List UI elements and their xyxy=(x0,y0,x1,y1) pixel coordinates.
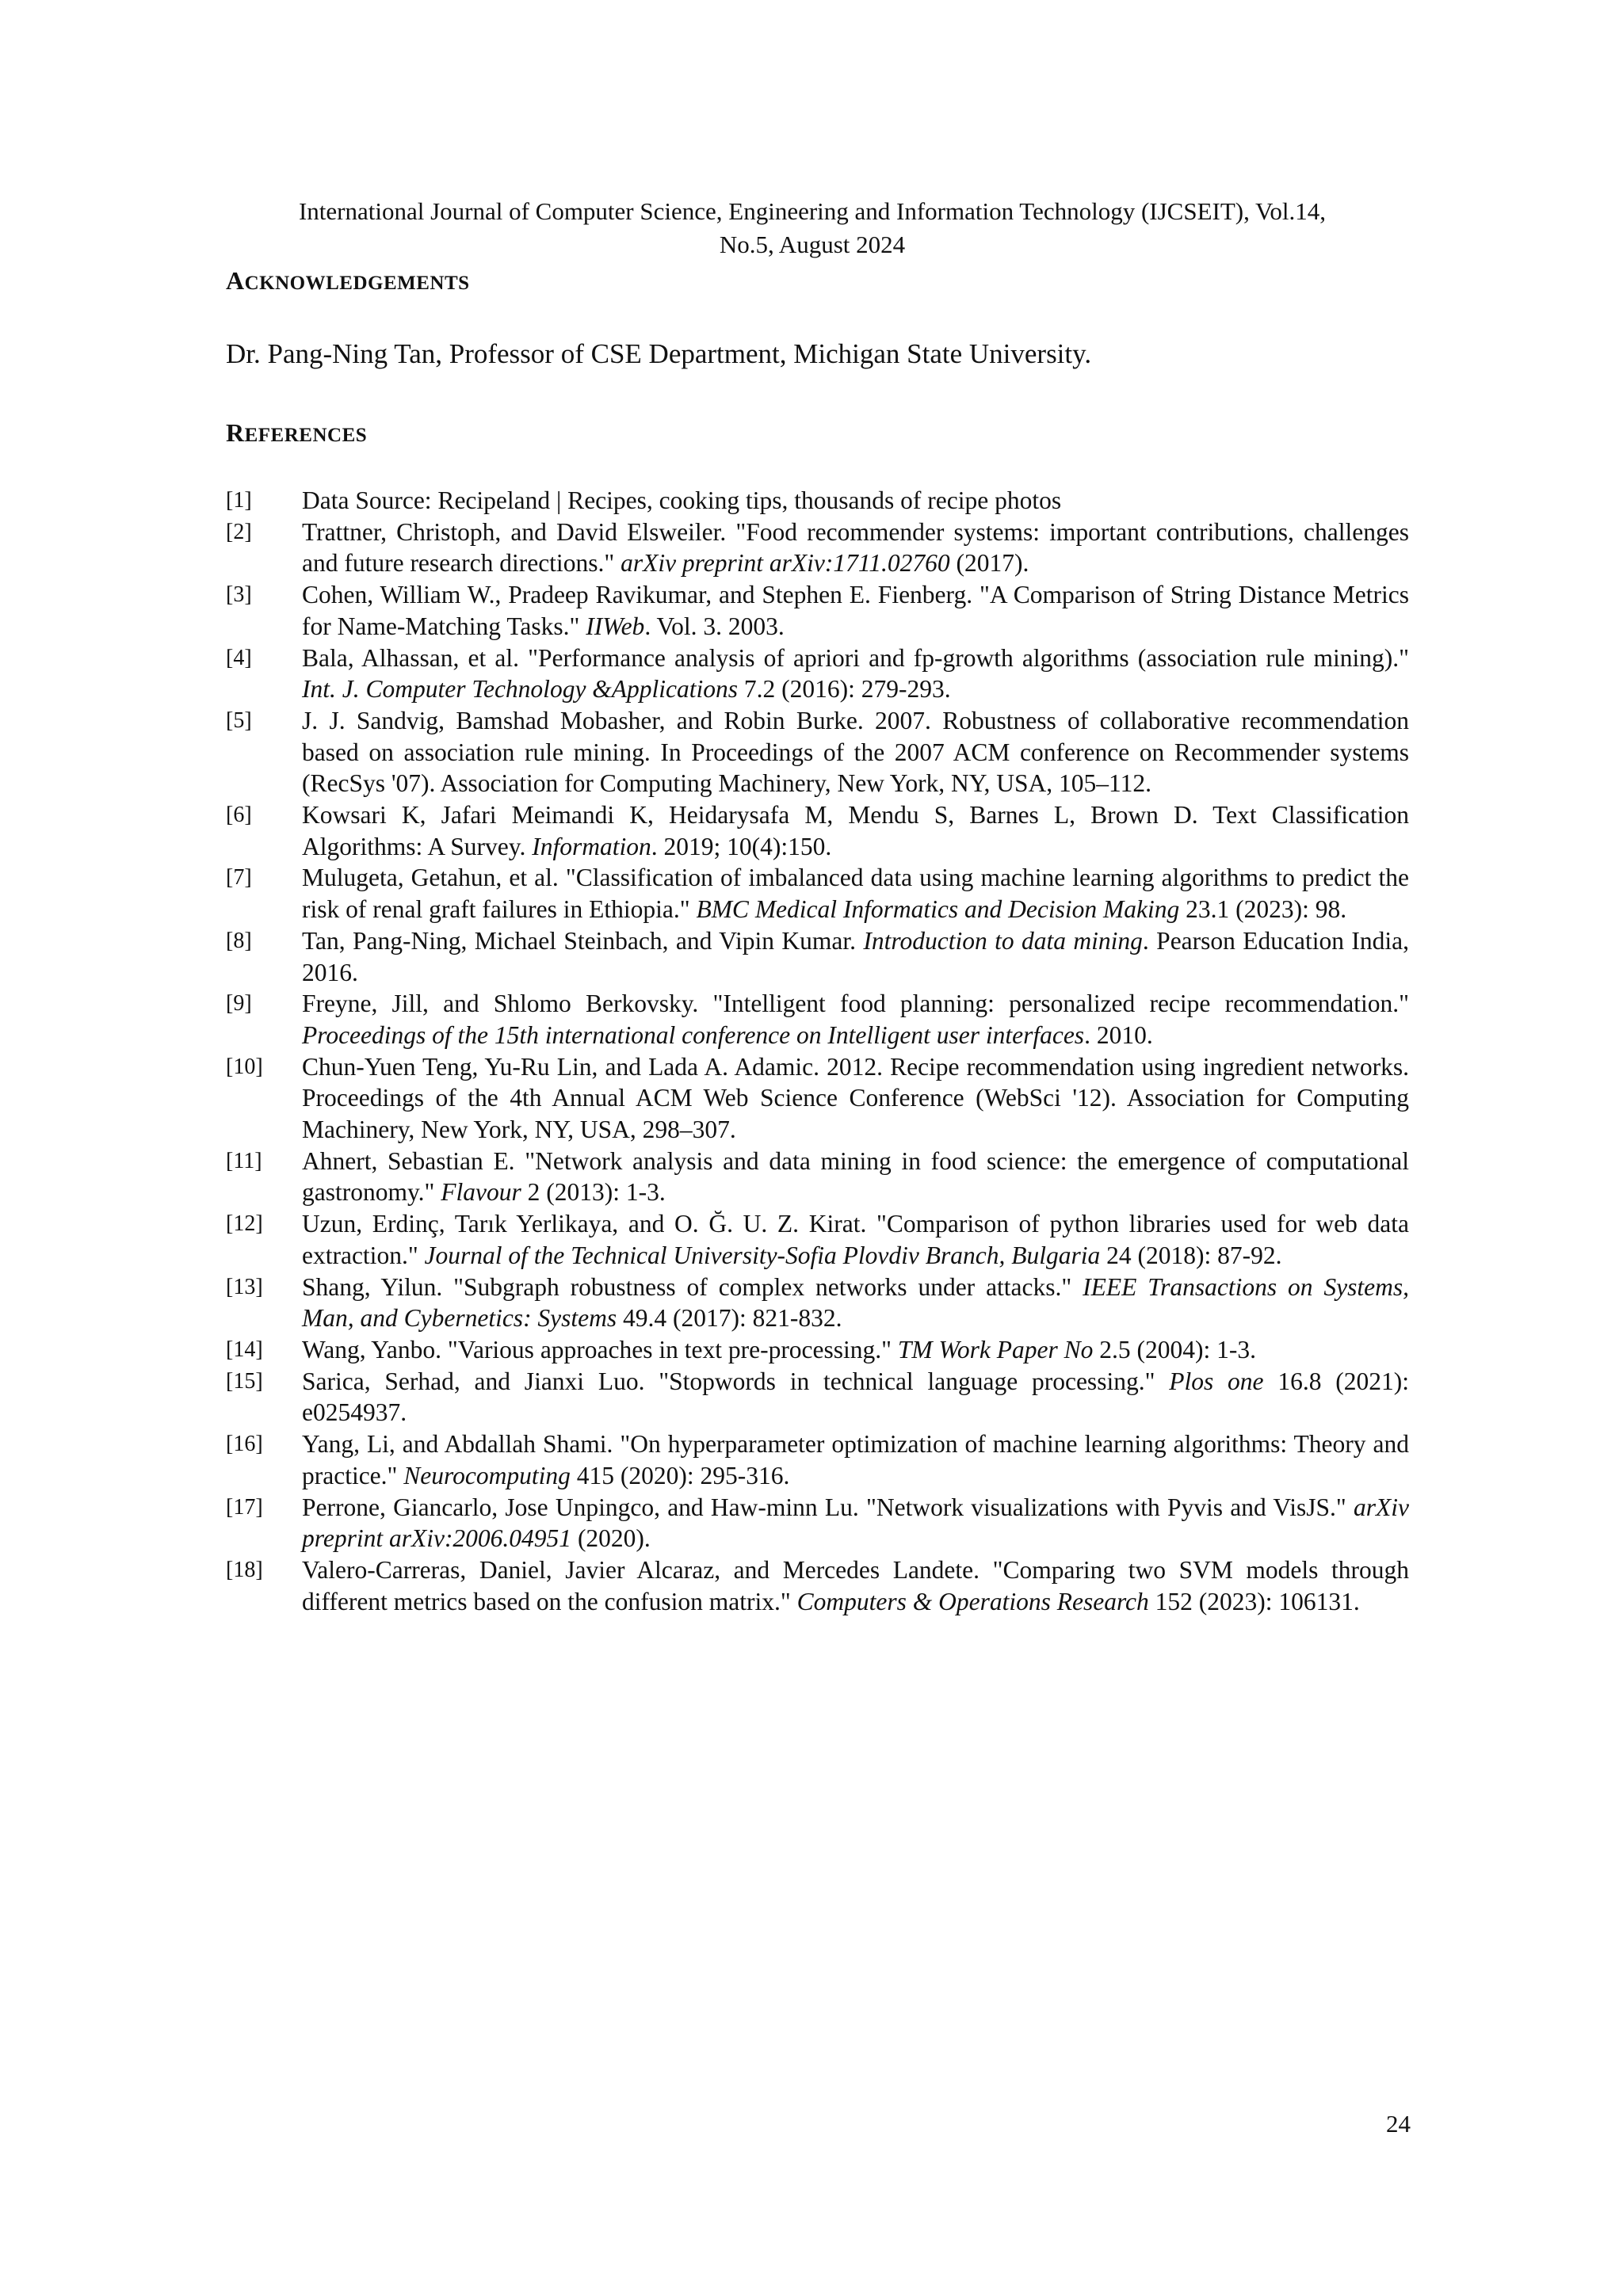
references-heading: REFERENCES xyxy=(226,418,368,447)
reference-number: [5] xyxy=(226,707,252,733)
reference-segment: 23.1 (2023): 98. xyxy=(1179,895,1347,924)
journal-header-line-2: No.5, August 2024 xyxy=(719,231,906,258)
reference-item xyxy=(226,988,1409,1051)
reference-segment: 152 (2023): 106131. xyxy=(1148,1587,1360,1615)
reference-item xyxy=(226,579,1409,642)
reference-venue: TM Work Paper No xyxy=(897,1335,1094,1363)
acknowledgements-text: Dr. Pang-Ning Tan, Professor of CSE Department, Michigan State University. xyxy=(226,338,1092,369)
reference-text xyxy=(302,1492,1409,1554)
reference-segment: . Vol. 3. 2003. xyxy=(644,612,785,640)
reference-item xyxy=(226,643,1409,705)
reference-segment: Wang, Yanbo. "Various approaches in text pre-processing." xyxy=(302,1335,898,1363)
reference-venue: Journal of the Technical University-Sofia Plovdiv Branch, Bulgaria xyxy=(424,1241,1101,1269)
reference-item xyxy=(226,1051,1409,1146)
reference-text xyxy=(302,1334,1409,1366)
reference-text xyxy=(302,705,1409,799)
reference-segment: Sarica, Serhad, and Jianxi Luo. "Stopwords in technical language processing." xyxy=(302,1367,1170,1395)
reference-text xyxy=(302,1554,1409,1617)
reference-number: [1] xyxy=(226,488,252,513)
reference-number: [4] xyxy=(226,645,252,670)
reference-item xyxy=(226,925,1409,988)
reference-segment: Tan, Pang-Ning, Michael Steinbach, and Vipin Kumar. xyxy=(302,926,864,955)
reference-venue: arXiv preprint arXiv:1711.02760 xyxy=(621,549,950,578)
reference-venue: Int. J. Computer Technology &Applications xyxy=(302,675,739,704)
reference-segment: 49.4 (2017): 821-832. xyxy=(617,1304,842,1333)
page-number: 24 xyxy=(1386,2110,1411,2138)
reference-number: [10] xyxy=(226,1054,263,1079)
reference-number: [14] xyxy=(226,1337,263,1362)
reference-segment: Bala, Alhassan, et al. "Performance analysis of apriori and fp-growth algorithms (association rule mining)." xyxy=(302,643,1409,672)
reference-text xyxy=(302,1366,1409,1428)
reference-text xyxy=(302,988,1409,1051)
reference-number: [16] xyxy=(226,1432,263,1457)
reference-text xyxy=(302,1146,1409,1208)
reference-segment: (2017). xyxy=(949,549,1029,578)
reference-item xyxy=(226,1272,1409,1334)
reference-item xyxy=(226,1554,1409,1617)
reference-venue: BMC Medical Informatics and Decision Making xyxy=(696,895,1180,924)
reference-text xyxy=(302,862,1409,925)
reference-number: [3] xyxy=(226,582,252,608)
reference-text xyxy=(302,517,1409,579)
reference-text xyxy=(302,579,1409,642)
reference-item xyxy=(226,862,1409,925)
reference-segment: Ahnert, Sebastian E. "Network analysis and data mining in food science: the emergence of computational gastronomy." xyxy=(302,1146,1409,1207)
reference-venue: Introduction to data mining xyxy=(863,926,1143,955)
reference-item xyxy=(226,1428,1409,1491)
reference-segment: Mulugeta, Getahun, et al. "Classification of imbalanced data using machine learning algorithms to predict the risk of renal graft failures in Ethiopia." xyxy=(302,864,1409,924)
reference-text xyxy=(302,643,1409,705)
reference-item xyxy=(226,705,1409,799)
reference-text xyxy=(302,1428,1409,1491)
reference-segment: Shang, Yilun. "Subgraph robustness of complex networks under attacks." xyxy=(302,1272,1083,1301)
journal-header xyxy=(230,195,1395,261)
reference-segment: 2.5 (2004): 1-3. xyxy=(1093,1335,1256,1363)
reference-number: [13] xyxy=(226,1274,263,1299)
reference-number: [11] xyxy=(226,1148,262,1173)
reference-number: [8] xyxy=(226,928,252,953)
reference-segment: Data Source: Recipeland | Recipes, cooking tips, thousands of recipe photos xyxy=(302,486,1062,514)
reference-text xyxy=(302,485,1409,517)
reference-segment: Yang, Li, and Abdallah Shami. "On hyperparameter optimization of machine learning algorithms: Theory and practice." xyxy=(302,1430,1409,1489)
reference-segment: (2020). xyxy=(571,1524,651,1553)
reference-venue: Neurocomputing xyxy=(403,1461,571,1489)
reference-venue: Computers & Operations Research xyxy=(796,1587,1149,1615)
reference-segment: Uzun, Erdinç, Tarık Yerlikaya, and O. Ğ. U. Z. Kirat. "Comparison of python libraries used for web data extraction." xyxy=(302,1210,1409,1269)
reference-item xyxy=(226,1208,1409,1271)
reference-text xyxy=(302,1208,1409,1271)
reference-item xyxy=(226,485,1409,517)
journal-header-line-1: International Journal of Computer Science, Engineering and Information Technology (IJCSEIT), Vol.14, xyxy=(298,197,1327,225)
reference-item xyxy=(226,517,1409,579)
reference-segment: 7.2 (2016): 279-293. xyxy=(738,675,951,704)
reference-segment: Cohen, William W., Pradeep Ravikumar, and Stephen E. Fienberg. "A Comparison of String Distance Metrics for Name-Matching Tasks." xyxy=(302,581,1409,640)
reference-segment: J. J. Sandvig, Bamshad Mobasher, and Robin Burke. 2007. Robustness of collaborative recommendation based on association rule mining. In Proceedings of the 2007 ACM conference on Recommender systems (RecSys '07). Association for Computing Machinery, New York, NY, USA, 105–112. xyxy=(302,706,1409,798)
reference-number: [7] xyxy=(226,865,252,891)
reference-segment: Kowsari K, Jafari Meimandi K, Heidarysafa M, Mendu S, Barnes L, Brown D. Text Classification Algorithms: A Survey. xyxy=(302,801,1409,860)
reference-segment: Chun-Yuen Teng, Yu-Ru Lin, and Lada A. Adamic. 2012. Recipe recommendation using ingredient networks. Proceedings of the 4th Annual ACM Web Science Conference (WebSci '12). Association for Computing Machinery, New York, NY, USA, 298–307. xyxy=(302,1052,1409,1144)
reference-segment: Trattner, Christoph, and David Elsweiler. "Food recommender systems: important contributions, challenges and future research directions." xyxy=(302,517,1409,578)
reference-segment: Valero-Carreras, Daniel, Javier Alcaraz, and Mercedes Landete. "Comparing two SVM models through different metrics based on the confusion matrix." xyxy=(302,1555,1409,1615)
reference-venue: IIWeb xyxy=(586,612,645,640)
reference-venue: Flavour xyxy=(441,1178,521,1207)
reference-segment: 2 (2013): 1-3. xyxy=(521,1178,666,1207)
reference-venue: IEEE Transactions on Systems, Man, and Cybernetics: Systems xyxy=(302,1272,1409,1333)
reference-text xyxy=(302,799,1409,862)
reference-segment: . 2019; 10(4):150. xyxy=(651,832,832,860)
reference-item xyxy=(226,1366,1409,1428)
reference-venue: arXiv preprint arXiv:2006.04951 xyxy=(302,1493,1409,1553)
acknowledgements-heading: ACKNOWLEDGEMENTS xyxy=(226,266,470,295)
references-list xyxy=(226,485,1409,1617)
reference-number: [12] xyxy=(226,1211,263,1237)
reference-segment: 415 (2020): 295-316. xyxy=(570,1461,790,1489)
reference-venue: Plos one xyxy=(1169,1367,1264,1395)
reference-number: [2] xyxy=(226,519,252,544)
reference-number: [6] xyxy=(226,803,252,828)
reference-venue: Information xyxy=(532,832,651,860)
reference-segment: . Pearson Education India, 2016. xyxy=(302,926,1409,986)
reference-text xyxy=(302,1051,1409,1146)
reference-number: [17] xyxy=(226,1494,263,1520)
reference-item xyxy=(226,1334,1409,1366)
reference-number: [18] xyxy=(226,1557,263,1582)
reference-item xyxy=(226,1146,1409,1208)
reference-segment: Perrone, Giancarlo, Jose Unpingco, and Haw-minn Lu. "Network visualizations with Pyvis and VisJS." xyxy=(302,1493,1354,1521)
reference-number: [9] xyxy=(226,991,252,1016)
reference-number: [15] xyxy=(226,1368,263,1394)
reference-item xyxy=(226,1492,1409,1554)
reference-segment: 16.8 (2021): e0254937. xyxy=(302,1367,1410,1427)
reference-text xyxy=(302,925,1409,988)
reference-segment: . 2010. xyxy=(1084,1020,1153,1049)
reference-venue: Proceedings of the 15th international conference on Intelligent user interfaces xyxy=(302,1020,1085,1049)
reference-item xyxy=(226,799,1409,862)
reference-segment: 24 (2018): 87-92. xyxy=(1100,1241,1282,1269)
reference-text xyxy=(302,1272,1409,1334)
reference-segment: Freyne, Jill, and Shlomo Berkovsky. "Intelligent food planning: personalized recipe recommendation." xyxy=(302,990,1409,1018)
